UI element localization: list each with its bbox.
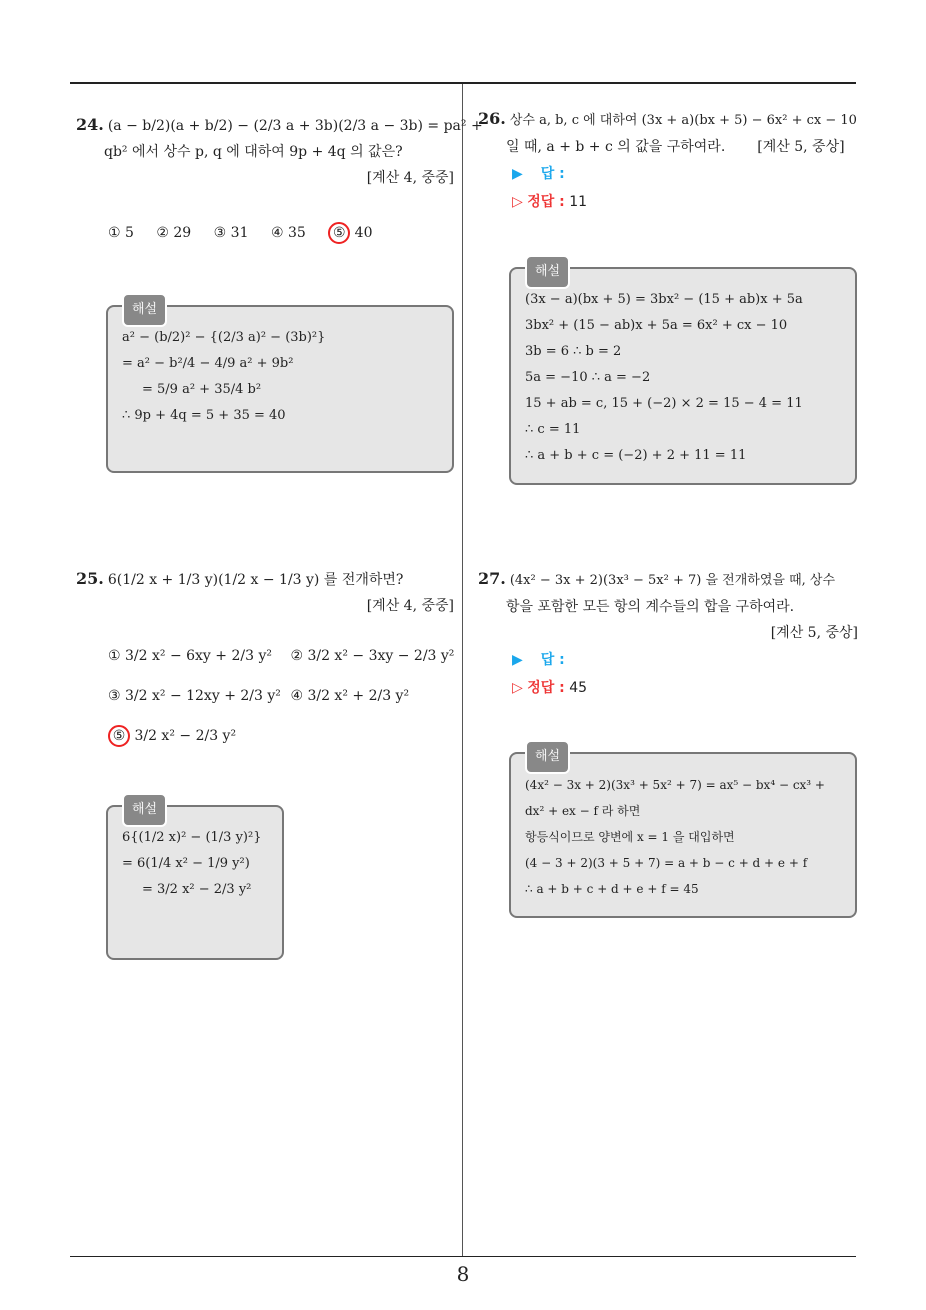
solution-line: = 3/2 x² − 2/3 y² — [142, 882, 252, 897]
problem-text: 일 때, a + b + c 의 값을 구하여라. — [506, 139, 726, 155]
solution-line: ∴ 9p + 4q = 5 + 35 = 40 — [122, 408, 286, 423]
choice-3[interactable]: ③ 31 — [213, 225, 249, 241]
solution-line: dx² + ex − f 라 하면 — [525, 804, 641, 818]
problem-number: 25. — [76, 569, 104, 588]
choice-5[interactable]: ⑤ 40 — [328, 214, 372, 252]
solution-line: ∴ a + b + c + d + e + f = 45 — [525, 882, 699, 896]
answer-key-icon: ▷ — [512, 194, 523, 210]
problem-26 — [478, 106, 858, 160]
answer-key-value: 11 — [569, 194, 588, 210]
solution-tag: 해설 — [525, 255, 570, 289]
solution-line: = 6(1/4 x² − 1/9 y²) — [122, 856, 250, 871]
choice-4[interactable]: ④ 35 — [270, 225, 306, 241]
solution-line: ∴ a + b + c = (−2) + 2 + 11 = 11 — [525, 448, 747, 463]
bottom-rule — [70, 1256, 856, 1257]
problem-meta: [계산 5, 중상] — [757, 139, 845, 155]
problem-number: 26. — [478, 109, 506, 128]
solution-line: ∴ c = 11 — [525, 422, 581, 437]
solution-line: 항등식이므로 양변에 x = 1 을 대입하면 — [525, 830, 735, 844]
solution-line: (4x² − 3x + 2)(3x³ + 5x² + 7) = ax⁵ − bx⁴ − cx³ + — [525, 778, 825, 792]
solution-line: 3bx² + (15 − ab)x + 5a = 6x² + cx − 10 — [525, 318, 788, 333]
choice-4[interactable]: ④ 3/2 x² + 2/3 y² — [290, 688, 410, 704]
solution-line: 15 + ab = c, 15 + (−2) × 2 = 15 − 4 = 11 — [525, 396, 803, 411]
problem-text: 6(1/2 x + 1/3 y)(1/2 x − 1/3 y) 를 전개하면? — [107, 572, 404, 588]
answer-key-value: 45 — [569, 680, 588, 696]
solution-box-26 — [509, 264, 857, 485]
solution-box-25 — [106, 802, 284, 960]
solution-tag: 해설 — [525, 740, 570, 774]
solution-line: 6{(1/2 x)² − (1/3 y)²} — [122, 830, 262, 845]
answer-circle-mark: ⑤ — [108, 725, 130, 747]
answer-label: 답 : — [540, 166, 565, 182]
problem-meta: [계산 4, 중중] — [366, 170, 454, 186]
answer-key-label: 정답 : — [527, 680, 565, 696]
choices-24 — [108, 214, 391, 252]
answer-key-icon: ▷ — [512, 680, 523, 696]
solution-line: = 5/9 a² + 35/4 b² — [142, 382, 262, 397]
solution-tag: 해설 — [122, 793, 167, 827]
solution-line: a² − (b/2)² − {(2/3 a)² − (3b)²} — [122, 330, 326, 345]
problem-text: 항을 포함한 모든 항의 계수들의 합을 구하여라. — [506, 599, 795, 615]
solution-line: = a² − b²/4 − 4/9 a² + 9b² — [122, 356, 294, 371]
answer-area-26 — [512, 160, 587, 216]
solution-box-24 — [106, 302, 454, 473]
answer-circle-mark: ⑤ — [328, 222, 350, 244]
problem-meta: [계산 5, 중상] — [770, 625, 858, 641]
play-icon: ▶ — [512, 166, 523, 182]
choice-2[interactable]: ② 3/2 x² − 3xy − 2/3 y² — [290, 648, 455, 664]
problem-27 — [478, 566, 858, 646]
answer-label: 답 : — [540, 652, 565, 668]
problem-number: 24. — [76, 115, 104, 134]
choice-1[interactable]: ① 5 — [108, 225, 134, 241]
choice-2[interactable]: ② 29 — [156, 225, 192, 241]
solution-line: 3b = 6 ∴ b = 2 — [525, 344, 622, 359]
choice-5[interactable]: ⑤ 3/2 x² − 2/3 y² — [108, 716, 236, 756]
problem-text: 상수 a, b, c 에 대하여 (3x + a)(bx + 5) − 6x² + cx − 10 — [509, 113, 857, 128]
solution-tag: 해설 — [122, 293, 167, 327]
choices-25 — [108, 636, 472, 756]
solution-box-27 — [509, 749, 857, 918]
answer-area-27 — [512, 646, 587, 702]
problem-text: (a − b/2)(a + b/2) − (2/3 a + 3b)(2/3 a − 3b) = pa² + — [107, 118, 483, 134]
problem-text: qb² 에서 상수 p, q 에 대하여 9p + 4q 의 값은? — [104, 144, 403, 160]
solution-line: 5a = −10 ∴ a = −2 — [525, 370, 651, 385]
solution-line: (3x − a)(bx + 5) = 3bx² − (15 + ab)x + 5a — [525, 292, 803, 307]
problem-text: (4x² − 3x + 2)(3x³ − 5x² + 7) 을 전개하였을 때, 상수 — [509, 573, 836, 588]
problem-24 — [76, 112, 483, 191]
problem-number: 27. — [478, 569, 506, 588]
choice-3[interactable]: ③ 3/2 x² − 12xy + 2/3 y² — [108, 688, 281, 704]
solution-line: (4 − 3 + 2)(3 + 5 + 7) = a + b − c + d + e + f — [525, 856, 808, 870]
play-icon: ▶ — [512, 652, 523, 668]
problem-meta: [계산 4, 중중] — [366, 598, 454, 614]
answer-key-label: 정답 : — [527, 194, 565, 210]
choice-1[interactable]: ① 3/2 x² − 6xy + 2/3 y² — [108, 648, 272, 664]
top-rule — [70, 82, 856, 84]
page-number: 8 — [456, 1262, 470, 1286]
problem-25 — [76, 566, 454, 619]
